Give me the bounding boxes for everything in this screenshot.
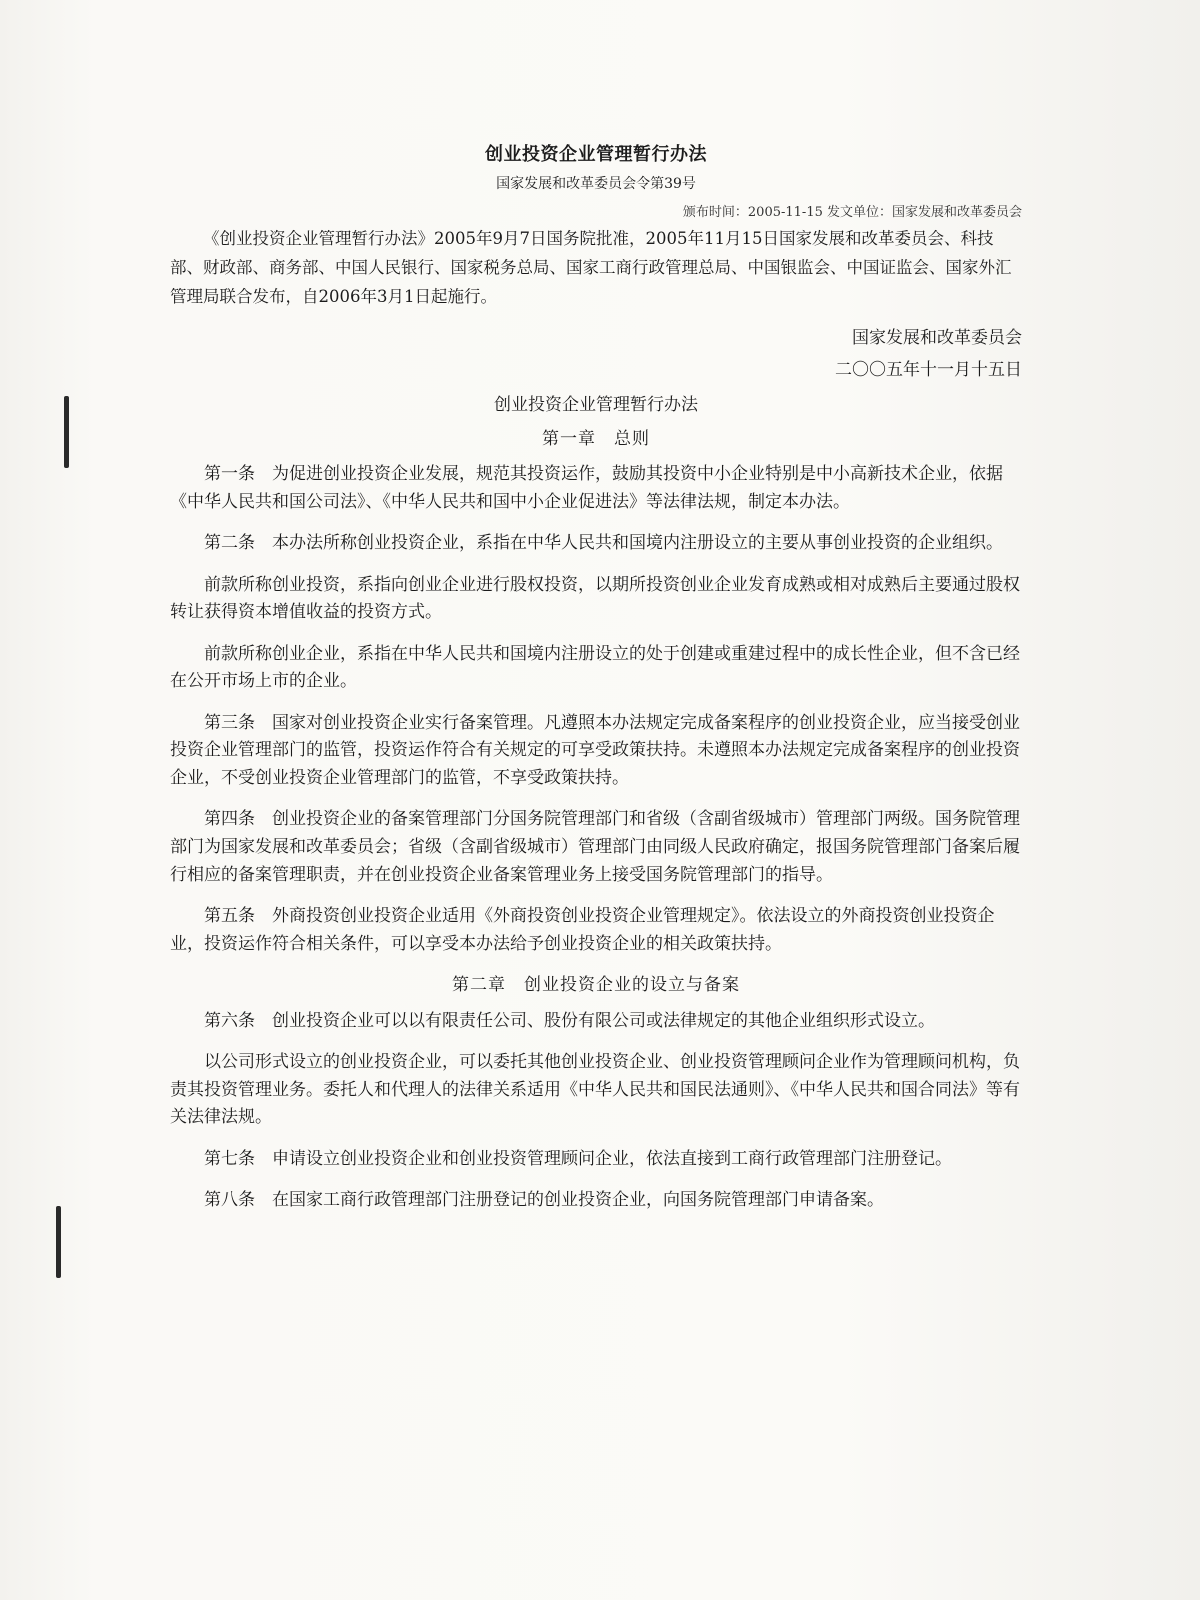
- binder-hole-mark: [56, 1206, 61, 1278]
- article-paragraph: 第八条 在国家工商行政管理部门注册登记的创业投资企业，向国务院管理部门申请备案。: [204, 1190, 884, 1211]
- article-paragraph: 第三条 国家对创业投资企业实行备案管理。凡遵照本办法规定完成备案程序的创业投资企业，应当接受创业投资企业管理部门的监管，投资运作符合有关规定的可享受政策扶持。未遵照本办法规定完成备案程序的创业投资企业，不受创业投资企业管理部门的监管，不享受政策扶持。: [170, 712, 1020, 788]
- document-body: [170, 140, 1022, 1229]
- article-paragraph: 第二条 本办法所称创业投资企业，系指在中华人民共和国境内注册设立的主要从事创业投资的企业组织。: [204, 533, 1003, 554]
- intro-paragraph: 《创业投资企业管理暂行办法》2005年9月7日国务院批准，2005年11月15日国家发展和改革委员会、科技部、财政部、商务部、中国人民银行、国家税务总局、国家工商行政管理总局、中国银监会、中国证监会、国家外汇管理局联合发布，自2006年3月1日起施行。: [170, 228, 1012, 306]
- article-paragraph: 第七条 申请设立创业投资企业和创业投资管理顾问企业，依法直接到工商行政管理部门注册登记。: [204, 1148, 952, 1169]
- document-title: 创业投资企业管理暂行办法: [485, 144, 707, 165]
- article-paragraph: 以公司形式设立的创业投资企业，可以委托其他创业投资企业、创业投资管理顾问企业作为管理顾问机构，负责其投资管理业务。委托人和代理人的法律关系适用《中华人民共和国民法通则》、《中华人民共和国合同法》等有关法律法规。: [170, 1052, 1020, 1128]
- regulation-title: 创业投资企业管理暂行办法: [494, 395, 698, 416]
- binder-hole-mark: [64, 396, 69, 468]
- chapter-heading: 第二章 创业投资企业的设立与备案: [452, 975, 740, 996]
- signature-org: 国家发展和改革委员会: [852, 327, 1022, 348]
- article-paragraph: 第一条 为促进创业投资企业发展，规范其投资运作，鼓励其投资中小企业特别是中小高新技术企业，依据《中华人民共和国公司法》、《中华人民共和国中小企业促进法》等法律法规，制定本办法。: [170, 464, 1003, 512]
- issue-meta: 颁布时间：2005-11-15 发文单位：国家发展和改革委员会: [682, 204, 1022, 220]
- article-paragraph: 前款所称创业投资，系指向创业企业进行股权投资，以期所投资创业企业发育成熟或相对成熟后主要通过股权转让获得资本增值收益的投资方式。: [170, 574, 1020, 623]
- order-number: 国家发展和改革委员会令第39号: [496, 176, 696, 193]
- chapter-heading: 第一章 总则: [542, 428, 650, 449]
- signature-date: 二〇〇五年十一月十五日: [835, 359, 1022, 380]
- signature-block: [170, 322, 1022, 387]
- article-paragraph: 前款所称创业企业，系指在中华人民共和国境内注册设立的处于创建或重建过程中的成长性企业，但不含已经在公开市场上市的企业。: [170, 643, 1020, 692]
- article-paragraph: 第六条 创业投资企业可以以有限责任公司、股份有限公司或法律规定的其他企业组织形式设立。: [204, 1010, 935, 1031]
- article-paragraph: 第四条 创业投资企业的备案管理部门分国务院管理部门和省级（含副省级城市）管理部门两级。国务院管理部门为国家发展和改革委员会；省级（含副省级城市）管理部门由同级人民政府确定，报国务院管理部门备案后履行相应的备案管理职责，并在创业投资企业备案管理业务上接受国务院管理部门的指导。: [170, 809, 1020, 885]
- article-paragraph: 第五条 外商投资创业投资企业适用《外商投资创业投资企业管理规定》。依法设立的外商投资创业投资企业，投资运作符合相关条件，可以享受本办法给予创业投资企业的相关政策扶持。: [170, 906, 995, 954]
